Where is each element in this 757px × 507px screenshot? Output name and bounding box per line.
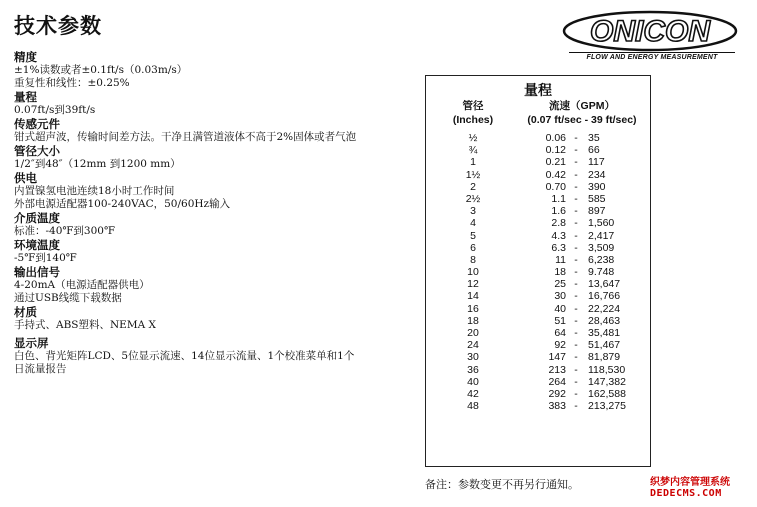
- range-dash: -: [574, 132, 578, 144]
- pipe-size-cell: 4: [470, 217, 476, 230]
- spec-heading: 环境温度: [14, 238, 60, 252]
- spec-block: [14, 171, 359, 211]
- spec-heading: 显示屏: [14, 336, 49, 350]
- flow-max-cell: 35,481: [588, 327, 621, 339]
- range-dash: -: [574, 290, 578, 303]
- flow-max-cell: 16,766: [588, 290, 621, 303]
- table-row: [426, 400, 650, 412]
- flow-max-cell: 2,417: [588, 229, 615, 242]
- flow-max-cell: 22,224: [588, 302, 621, 315]
- flow-max-cell: 1,560: [588, 217, 615, 230]
- spec-value: -5℉到140℉: [14, 252, 77, 264]
- pipe-size-header: 管径 (Inches): [452, 100, 494, 126]
- table-row: [426, 351, 650, 363]
- pipe-size-cell: 1½: [465, 168, 481, 181]
- range-table-header: [426, 99, 650, 129]
- footnote: 备注：参数变更不再另行通知。: [425, 478, 579, 491]
- watermark-line2: DEDECMS.COM: [650, 488, 722, 499]
- range-dash: -: [574, 192, 578, 205]
- range-dash: -: [574, 217, 578, 230]
- flow-min-cell: 64: [554, 327, 566, 339]
- table-row: [426, 132, 650, 144]
- flow-min-cell: 92: [554, 339, 566, 352]
- spec-value: 钳式超声波，传输时间差方法。干净且满管道液体不高于2%固体或者气泡: [14, 131, 357, 143]
- flow-max-cell: 66: [588, 144, 600, 157]
- spec-heading: 介质温度: [14, 211, 60, 225]
- table-row: [426, 315, 650, 327]
- range-dash: -: [574, 375, 578, 388]
- spec-list: [14, 50, 359, 376]
- pipe-size-cell: 18: [467, 314, 479, 327]
- logo-tagline: FLOW AND ENERGY MEASUREMENT: [569, 52, 735, 61]
- pipe-size-cell: 5: [470, 229, 476, 242]
- flow-max-cell: 118,530: [588, 363, 626, 376]
- pipe-size-cell: 10: [467, 266, 479, 279]
- flow-max-cell: 585: [588, 192, 606, 205]
- range-dash: -: [574, 339, 578, 352]
- flow-max-cell: 13,647: [588, 278, 621, 291]
- range-dash: -: [574, 168, 578, 181]
- range-dash: -: [574, 400, 578, 413]
- flow-max-cell: 213,275: [588, 400, 626, 413]
- page-title: 技术参数: [14, 14, 102, 38]
- table-row: [426, 290, 650, 302]
- flow-min-cell: 0.42: [545, 168, 566, 181]
- spec-value: 内置镍氢电池连续18小时工作时间: [14, 185, 175, 197]
- pipe-size-cell: 2: [470, 180, 476, 193]
- watermark-line1: 织梦内容管理系统: [650, 477, 730, 488]
- flow-min-cell: 11: [555, 253, 566, 266]
- range-table-rows: [426, 132, 650, 412]
- range-dash: -: [574, 266, 578, 279]
- flow-min-cell: 292: [548, 387, 566, 400]
- spec-value: 重复性和线性：±0.25%: [14, 77, 130, 89]
- flow-min-cell: 51: [554, 314, 566, 327]
- table-row: [426, 278, 650, 290]
- flow-max-cell: 390: [588, 180, 606, 193]
- pipe-size-cell: 30: [467, 351, 479, 364]
- flow-min-cell: 1.1: [551, 192, 566, 205]
- pipe-size-cell: 2½: [465, 192, 481, 205]
- spec-block: [14, 144, 359, 171]
- flow-max-cell: 162,588: [588, 387, 626, 400]
- pipe-size-cell: ½: [468, 132, 478, 144]
- spec-heading: 供电: [14, 171, 37, 185]
- spec-block: [14, 50, 359, 90]
- flow-min-cell: 264: [548, 375, 566, 388]
- spec-value: 外部电源适配器100-240VAC，50/60Hz输入: [14, 198, 231, 210]
- range-dash: -: [574, 327, 578, 339]
- spec-value: 4-20mA（电源适配器供电）: [14, 279, 150, 291]
- pipe-size-cell: 20: [467, 327, 479, 339]
- table-row: [426, 303, 650, 315]
- range-dash: -: [574, 351, 578, 364]
- pipe-size-cell: 48: [467, 400, 479, 413]
- pipe-size-cell: 1: [470, 156, 476, 169]
- range-dash: -: [574, 253, 578, 266]
- spec-value: 手持式、ABS塑料、NEMA X: [14, 319, 156, 331]
- logo-icon: [560, 10, 740, 52]
- pipe-size-cell: 36: [467, 363, 479, 376]
- flow-max-cell: 81,879: [588, 351, 621, 364]
- pipe-size-cell: 24: [467, 339, 479, 352]
- pipe-size-cell: 3: [470, 205, 476, 218]
- spec-value: 1/2″到48″（12mm 到1200 mm）: [14, 158, 181, 170]
- flow-min-cell: 40: [554, 302, 566, 315]
- table-row: [426, 144, 650, 156]
- flow-min-cell: 0.06: [545, 132, 566, 144]
- flow-rate-header: 流速（GPM） (0.07 ft/sec - 39 ft/sec): [527, 100, 637, 126]
- flow-max-cell: 6,238: [588, 253, 615, 266]
- spec-heading: 材质: [14, 305, 37, 319]
- pipe-size-cell: 42: [467, 387, 479, 400]
- table-row: [426, 181, 650, 193]
- flow-max-cell: 3,509: [588, 241, 615, 254]
- spec-value: 白色、背光矩阵LCD、5位显示流速、14位显示流量、1个校准菜单和1个日流量报告: [14, 350, 355, 375]
- flow-min-cell: 18: [554, 266, 566, 279]
- spec-heading: 输出信号: [14, 265, 60, 279]
- flow-min-cell: 213: [548, 363, 566, 376]
- flow-min-cell: 6.3: [551, 241, 566, 254]
- logo-wordmark: ONICON: [590, 15, 710, 48]
- spec-block: [14, 336, 359, 376]
- flow-max-cell: 35: [588, 132, 600, 144]
- table-row: [426, 339, 650, 351]
- flow-max-cell: 897: [588, 205, 606, 218]
- spec-block: [14, 211, 359, 238]
- table-row: [426, 156, 650, 168]
- flow-min-cell: 0.21: [545, 156, 566, 169]
- pipe-size-cell: 8: [470, 253, 476, 266]
- pipe-size-cell: 6: [470, 241, 476, 254]
- table-row: [426, 205, 650, 217]
- range-table: [425, 75, 651, 467]
- table-row: [426, 169, 650, 181]
- flow-min-cell: 1.6: [551, 205, 566, 218]
- table-row: [426, 217, 650, 229]
- table-row: [426, 230, 650, 242]
- flow-min-cell: 4.3: [551, 229, 566, 242]
- range-dash: -: [574, 314, 578, 327]
- range-dash: -: [574, 278, 578, 291]
- table-row: [426, 376, 650, 388]
- flow-max-cell: 147,382: [588, 375, 626, 388]
- range-dash: -: [574, 205, 578, 218]
- range-dash: -: [574, 229, 578, 242]
- range-dash: -: [574, 241, 578, 254]
- flow-max-cell: 9.748: [588, 266, 615, 279]
- spec-heading: 量程: [14, 90, 37, 104]
- spec-block: [14, 238, 359, 265]
- table-row: [426, 254, 650, 266]
- table-row: [426, 364, 650, 376]
- spec-value: 0.07ft/s到39ft/s: [14, 104, 96, 116]
- spec-block: [14, 117, 359, 144]
- table-row: [426, 193, 650, 205]
- flow-max-cell: 117: [588, 156, 605, 169]
- spec-value: 标准：-40℉到300℉: [14, 225, 115, 237]
- pipe-size-cell: 16: [467, 302, 479, 315]
- onicon-logo: [560, 10, 740, 64]
- flow-min-cell: 0.70: [545, 180, 566, 193]
- flow-min-cell: 2.8: [551, 217, 566, 230]
- pipe-size-cell: 40: [467, 375, 479, 388]
- flow-min-cell: 383: [548, 400, 566, 413]
- table-row: [426, 242, 650, 254]
- range-table-title: 量程: [524, 83, 552, 99]
- table-row: [426, 327, 650, 339]
- flow-max-cell: 234: [588, 168, 606, 181]
- pipe-size-cell: 12: [467, 278, 479, 291]
- spec-value: ±1%读数或者±0.1ft/s（0.03m/s）: [14, 64, 188, 76]
- flow-min-cell: 30: [554, 290, 566, 303]
- range-dash: -: [574, 302, 578, 315]
- flow-min-cell: 0.12: [545, 144, 566, 157]
- spec-heading: 管径大小: [14, 144, 60, 158]
- spec-block: [14, 90, 359, 117]
- flow-max-cell: 51,467: [588, 339, 621, 352]
- flow-max-cell: 28,463: [588, 314, 621, 327]
- range-dash: -: [574, 387, 578, 400]
- range-dash: -: [574, 144, 578, 157]
- spec-heading: 传感元件: [14, 117, 60, 131]
- pipe-size-cell: ¾: [468, 144, 478, 157]
- spec-block: [14, 305, 359, 332]
- range-dash: -: [574, 180, 578, 193]
- table-row: [426, 266, 650, 278]
- pipe-size-cell: 14: [467, 290, 479, 303]
- spec-heading: 精度: [14, 50, 37, 64]
- range-dash: -: [574, 363, 578, 376]
- range-dash: -: [574, 156, 578, 169]
- table-row: [426, 388, 650, 400]
- watermark: [650, 473, 750, 499]
- spec-value: 通过USB线缆下载数据: [14, 292, 122, 304]
- flow-min-cell: 25: [554, 278, 566, 291]
- spec-block: [14, 265, 359, 305]
- flow-min-cell: 147: [548, 351, 566, 364]
